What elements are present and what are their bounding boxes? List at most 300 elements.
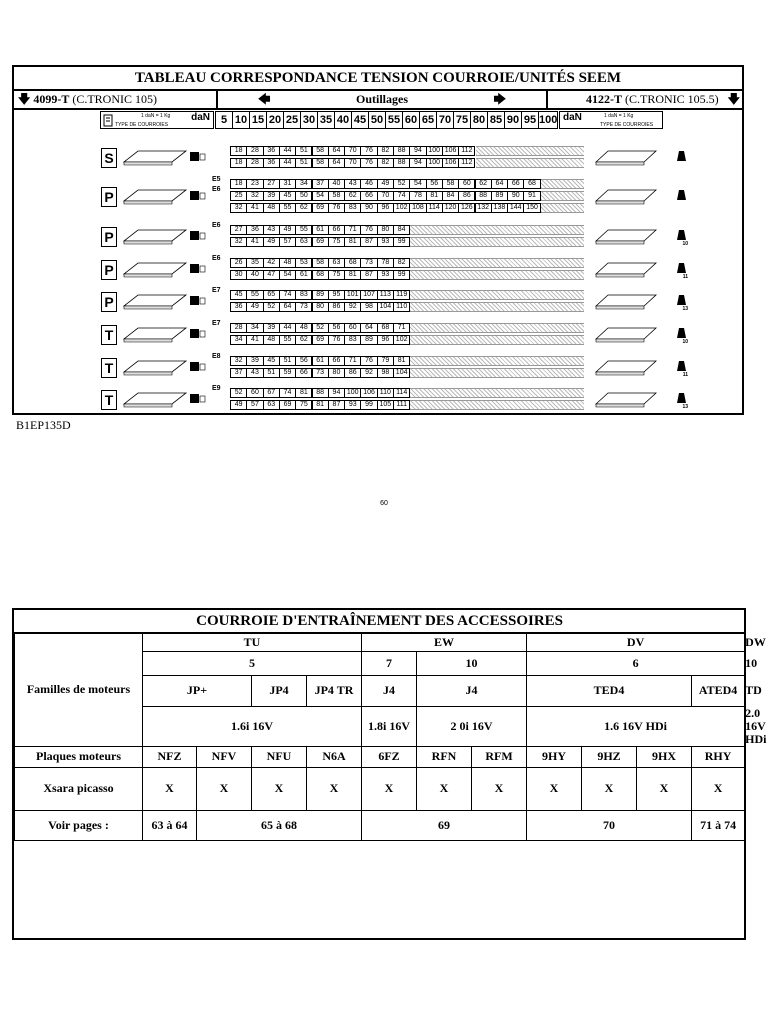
engine-version: 1.6i 16V: [143, 706, 362, 746]
tension-value: 114: [393, 388, 410, 398]
tension-value: 56: [295, 356, 312, 366]
belt-profile-icon: [116, 287, 208, 315]
tension-value: 71: [344, 356, 361, 366]
tension-value: 43: [246, 368, 263, 378]
engine-type: J4: [417, 675, 527, 706]
table-title: TABLEAU CORRESPONDANCE TENSION COURROIE/UNITÉS SEEM: [14, 67, 742, 91]
tension-value: 68: [344, 258, 361, 268]
tension-value: 68: [377, 323, 394, 333]
tension-value: 94: [328, 388, 345, 398]
page-reference: 63 à 64: [143, 810, 197, 840]
belt-profile-icon: [592, 287, 662, 315]
tension-value: 61: [312, 225, 329, 235]
tension-value: 83: [344, 335, 361, 345]
tension-value: 71: [344, 225, 361, 235]
engine-code: E7: [212, 320, 221, 327]
tension-value: 44: [279, 158, 296, 168]
engine-type: TED4: [527, 675, 692, 706]
belt-type-letter: P: [101, 187, 117, 207]
tension-value: 32: [230, 203, 247, 213]
tension-value: 88: [475, 191, 492, 201]
engine-plate: NFU: [252, 746, 307, 767]
belt-row: [14, 320, 742, 348]
tension-value: 58: [312, 146, 329, 156]
belt-row: [14, 353, 742, 381]
tension-value: 100: [426, 146, 443, 156]
tension-value: 43: [263, 225, 280, 235]
scale-value: 75: [453, 111, 471, 129]
scale-value: 55: [385, 111, 403, 129]
applicability-mark: X: [143, 767, 197, 810]
tension-value: 46: [360, 179, 377, 189]
tension-value: 47: [263, 270, 280, 280]
tension-value: 113: [377, 290, 394, 300]
engine-series: 7: [362, 651, 417, 675]
accessory-belt-table: [12, 608, 767, 940]
engine-version: 1.8i 16V: [362, 706, 417, 746]
tension-value: 93: [377, 237, 394, 247]
tension-value: 56: [426, 179, 443, 189]
tension-value: 81: [344, 237, 361, 247]
tension-value: 27: [230, 225, 247, 235]
tension-value: 99: [393, 237, 410, 247]
belt-type-letter: T: [101, 390, 117, 410]
belt-profile-icon: [592, 353, 662, 381]
tension-value: 95: [328, 290, 345, 300]
tension-value: 132: [475, 203, 492, 213]
tension-value: 102: [393, 335, 410, 345]
tension-value: 74: [279, 388, 296, 398]
tension-value: 73: [360, 258, 377, 268]
tension-value: 90: [507, 191, 524, 201]
tension-value: 66: [328, 225, 345, 235]
applicability-mark: X: [252, 767, 307, 810]
tension-value: 80: [328, 368, 345, 378]
tension-value: 62: [295, 335, 312, 345]
tension-value: 100: [426, 158, 443, 168]
tension-value: 62: [295, 203, 312, 213]
hatch-fill: [410, 368, 584, 378]
engine-series: 5: [143, 651, 362, 675]
unit-dan: daN: [563, 112, 582, 123]
tension-value: 110: [377, 388, 394, 398]
tension-value: 66: [360, 191, 377, 201]
tension-value: 57: [246, 400, 263, 410]
tension-value: 34: [230, 335, 247, 345]
tension-value: 79: [377, 356, 394, 366]
tension-value: 49: [279, 225, 296, 235]
scale-value: 40: [334, 111, 352, 129]
tension-value: 49: [377, 179, 394, 189]
tension-value: 70: [344, 146, 361, 156]
belt-section-number: 11: [682, 372, 688, 378]
belt-type-letter: P: [101, 292, 117, 312]
tension-value: 100: [344, 388, 361, 398]
tension-value: 59: [279, 368, 296, 378]
tension-value: 106: [442, 146, 459, 156]
tension-value: 87: [360, 270, 377, 280]
scale-value: 25: [283, 111, 301, 129]
tension-value: 90: [360, 203, 377, 213]
tension-scale-row: [14, 110, 742, 132]
scale-value: 20: [266, 111, 284, 129]
tension-value: 25: [230, 191, 247, 201]
belt-profile-icon: [116, 353, 208, 381]
tension-value: 34: [295, 179, 312, 189]
tension-value: 112: [458, 158, 475, 168]
tension-value: 49: [230, 400, 247, 410]
scale-value: 10: [232, 111, 250, 129]
belt-section-icon: [674, 176, 688, 216]
tension-value: 55: [246, 290, 263, 300]
tension-value: 84: [442, 191, 459, 201]
tension-value: 45: [230, 290, 247, 300]
tension-value: 30: [230, 270, 247, 280]
belt-profile-icon: [592, 255, 662, 283]
tension-value: 54: [312, 191, 329, 201]
tension-value: 64: [279, 302, 296, 312]
tension-value: 83: [295, 290, 312, 300]
tension-value: 45: [263, 356, 280, 366]
tension-value: 49: [263, 237, 280, 247]
applicability-mark: X: [582, 767, 637, 810]
scale-value: 15: [249, 111, 267, 129]
engine-type: J4: [362, 675, 417, 706]
applicability-mark: X: [472, 767, 527, 810]
reference-code: B1EP135D: [16, 418, 71, 432]
tension-value: 76: [360, 225, 377, 235]
belt-type-label-left: [100, 111, 214, 129]
versions-row: 1.6i 16V 1.8i 16V 2 0i 16V 1.6 16V HDi 2.0 16V HDi: [15, 706, 745, 746]
hatch-fill: [476, 158, 585, 168]
tension-value: 66: [507, 179, 524, 189]
tension-value: 68: [523, 179, 540, 189]
tension-value: 63: [328, 258, 345, 268]
tension-value: 110: [393, 302, 410, 312]
scale-value: 50: [368, 111, 386, 129]
tension-value: 57: [279, 237, 296, 247]
tension-value: 70: [377, 191, 394, 201]
belt-type-caption: TYPE DE COURROIES: [115, 122, 169, 128]
scale-value: 35: [317, 111, 335, 129]
belt-type-caption: TYPE DE COURROIES: [600, 122, 654, 128]
belt-tension-table: [12, 65, 744, 415]
tension-value: 62: [475, 179, 492, 189]
tension-value: 64: [360, 323, 377, 333]
scale-value: 100: [538, 111, 558, 129]
hatch-fill: [410, 270, 584, 280]
tension-value: 50: [295, 191, 312, 201]
engine-version: 2 0i 16V: [417, 706, 527, 746]
tension-value: 39: [246, 356, 263, 366]
belt-profile-icon: [592, 385, 662, 413]
tension-value: 35: [246, 258, 263, 268]
hatch-fill: [410, 388, 584, 398]
tension-value: 54: [409, 179, 426, 189]
tension-value: 78: [377, 258, 394, 268]
tension-value: 18: [230, 179, 247, 189]
tension-value: 26: [230, 258, 247, 268]
tension-value: 64: [328, 158, 345, 168]
arrow-down-icon: 🡇: [18, 92, 31, 106]
tension-value: 64: [328, 146, 345, 156]
tension-value: 82: [393, 258, 410, 268]
engine-plate: RFN: [417, 746, 472, 767]
tension-value: 106: [442, 158, 459, 168]
scale-value: 65: [419, 111, 437, 129]
tension-value: 84: [393, 225, 410, 235]
tension-value: 53: [295, 258, 312, 268]
belt-profile-icon: [592, 320, 662, 348]
tension-value: 82: [377, 146, 394, 156]
belt-section-number: 11: [682, 274, 688, 280]
tension-value: 55: [295, 225, 312, 235]
engine-plate: 9HX: [637, 746, 692, 767]
tension-value: 87: [360, 237, 377, 247]
tension-value: 48: [279, 258, 296, 268]
tension-value: 92: [360, 368, 377, 378]
tension-value: 69: [312, 335, 329, 345]
tension-value: 96: [377, 335, 394, 345]
page-reference: 70: [527, 810, 692, 840]
hatch-fill: [410, 302, 584, 312]
tensiometer-icon: [103, 114, 113, 127]
tension-value: 73: [295, 302, 312, 312]
tension-value: 76: [360, 158, 377, 168]
engine-code: E8: [212, 353, 221, 360]
tension-value: 98: [377, 368, 394, 378]
applicability-mark: X: [417, 767, 472, 810]
engine-code: E6: [212, 255, 221, 262]
plates-row: [15, 746, 745, 767]
tension-value: 23: [246, 179, 263, 189]
tool-left-code: 4099-T: [33, 92, 70, 106]
arrow-down-icon: 🡇: [727, 92, 740, 106]
tension-value: 40: [246, 270, 263, 280]
tension-value: 58: [328, 191, 345, 201]
tension-value: 49: [246, 302, 263, 312]
tension-value: 44: [279, 146, 296, 156]
tension-value: 88: [393, 158, 410, 168]
tension-value: 28: [246, 146, 263, 156]
engine-plate: NFV: [197, 746, 252, 767]
vehicle-label: Xsara picasso: [15, 767, 143, 810]
belt-section-number: 13: [682, 306, 688, 312]
tension-value: 88: [312, 388, 329, 398]
belt-profile-icon: [116, 385, 208, 413]
tension-value: 87: [328, 400, 345, 410]
tension-value: 75: [328, 237, 345, 247]
tension-value: 93: [377, 270, 394, 280]
tension-value: 60: [246, 388, 263, 398]
unit-note: 1 daN = 1 Kg: [604, 113, 634, 119]
belt-section-number: 10: [682, 339, 688, 345]
scale-value: 60: [402, 111, 420, 129]
tool-left-desc: (C.TRONIC 105): [72, 92, 158, 106]
tension-value: 51: [295, 158, 312, 168]
tension-value: 61: [295, 270, 312, 280]
tension-value: 119: [393, 290, 410, 300]
belt-row: [14, 222, 742, 250]
tool-left: [14, 91, 218, 108]
tension-value: 40: [328, 179, 345, 189]
engine-type: JP+: [143, 675, 252, 706]
families-row: Familles de moteurs TU EW DV DW: [15, 633, 745, 651]
tension-value: 52: [230, 388, 247, 398]
belt-section-number: 10: [682, 241, 688, 247]
tension-value: 89: [312, 290, 329, 300]
tension-value: 51: [279, 356, 296, 366]
tension-value: 32: [230, 356, 247, 366]
tools-label: Outillages: [355, 92, 408, 106]
belt-profile-icon: [116, 320, 208, 348]
tool-middle: [218, 91, 548, 108]
tension-value: 27: [263, 179, 280, 189]
tension-value: 44: [279, 323, 296, 333]
engine-series: 6: [527, 651, 745, 675]
tension-value: 58: [442, 179, 459, 189]
tension-value: 63: [263, 400, 280, 410]
scale-value: 70: [436, 111, 454, 129]
tension-value: 36: [263, 146, 280, 156]
vehicle-row: [15, 767, 745, 810]
tension-value: 114: [426, 203, 443, 213]
tension-value: 74: [393, 191, 410, 201]
page-reference: 71 à 74: [692, 810, 745, 840]
engine-plate: RHY: [692, 746, 745, 767]
families-label: Familles de moteurs: [15, 633, 143, 746]
scale-value: 90: [504, 111, 522, 129]
tension-value: 71: [393, 323, 410, 333]
hatch-fill: [541, 179, 584, 189]
tension-value: 78: [409, 191, 426, 201]
tool-right-desc: (C.TRONIC 105.5): [625, 92, 719, 106]
arrow-right-icon: 🡆: [493, 92, 506, 106]
tension-value: 32: [230, 237, 247, 247]
accessory-belt-grid: [14, 610, 767, 841]
belt-profile-icon: [116, 143, 208, 171]
hatch-fill: [476, 146, 585, 156]
engine-version: 1.6 16V HDi: [527, 706, 745, 746]
unit-note: 1 daN = 1 Kg: [141, 113, 171, 119]
tension-value: 41: [246, 237, 263, 247]
tension-value: 76: [360, 146, 377, 156]
hatch-fill: [410, 290, 584, 300]
tension-value: 76: [328, 335, 345, 345]
tension-value: 55: [279, 203, 296, 213]
applicability-mark: X: [307, 767, 362, 810]
arrow-left-icon: 🡄: [258, 92, 271, 106]
engine-plate: NFZ: [143, 746, 197, 767]
hatch-fill: [541, 203, 584, 213]
tension-value: 81: [344, 270, 361, 280]
tension-value: 86: [344, 368, 361, 378]
scale-value: 80: [470, 111, 488, 129]
tension-value: 64: [491, 179, 508, 189]
belt-type-letter: T: [101, 358, 117, 378]
tension-value: 48: [263, 203, 280, 213]
tension-value: 66: [328, 356, 345, 366]
tension-value: 82: [377, 158, 394, 168]
applicability-mark: X: [637, 767, 692, 810]
hatch-fill: [541, 191, 584, 201]
tension-value: 99: [360, 400, 377, 410]
belt-row: [14, 176, 742, 216]
unit-dan: daN: [191, 112, 210, 123]
engine-code: E5: [212, 176, 221, 183]
tension-value: 81: [312, 400, 329, 410]
tension-value: 18: [230, 146, 247, 156]
belt-profile-icon: [592, 143, 662, 171]
engine-code: E9: [212, 385, 221, 392]
tension-value: 150: [523, 203, 540, 213]
tension-value: 107: [360, 290, 377, 300]
tension-value: 58: [312, 258, 329, 268]
tension-value: 31: [279, 179, 296, 189]
tension-value: 81: [295, 388, 312, 398]
tension-value: 37: [312, 179, 329, 189]
belt-profile-icon: [116, 222, 208, 250]
tension-value: 52: [312, 323, 329, 333]
hatch-fill: [410, 356, 584, 366]
tension-value: 73: [312, 368, 329, 378]
engines-row: JP+ JP4 JP4 TR J4 J4 TED4 ATED4 TD: [15, 675, 745, 706]
scale-value: 45: [351, 111, 369, 129]
tension-value: 94: [409, 146, 426, 156]
engine-family: DV: [527, 633, 745, 651]
belt-profile-icon: [592, 176, 662, 216]
table-title: COURROIE D'ENTRAÎNEMENT DES ACCESSOIRES: [15, 610, 745, 633]
tension-value: 60: [458, 179, 475, 189]
tension-value: 68: [312, 270, 329, 280]
tension-value: 32: [246, 191, 263, 201]
tension-value: 36: [246, 225, 263, 235]
tension-value: 51: [263, 368, 280, 378]
applicability-mark: X: [197, 767, 252, 810]
hatch-fill: [410, 225, 584, 235]
tension-value: 52: [393, 179, 410, 189]
tension-value: 69: [312, 203, 329, 213]
scale-value: 95: [521, 111, 539, 129]
belt-type-letter: P: [101, 227, 117, 247]
tension-value: 92: [344, 302, 361, 312]
belt-section-icon: [674, 143, 688, 171]
tension-value: 80: [312, 302, 329, 312]
tension-value: 120: [442, 203, 459, 213]
tension-value: 111: [393, 400, 410, 410]
tools-row: [14, 91, 742, 110]
tension-value: 144: [507, 203, 524, 213]
page-number: 60: [380, 500, 388, 507]
tension-value: 99: [393, 270, 410, 280]
tension-value: 41: [246, 335, 263, 345]
belt-type-letter: P: [101, 260, 117, 280]
belt-row: [14, 385, 742, 413]
tension-value: 112: [458, 146, 475, 156]
tension-value: 36: [263, 158, 280, 168]
engine-type: ATED4: [692, 675, 745, 706]
tension-value: 69: [279, 400, 296, 410]
tension-value: 70: [344, 158, 361, 168]
tension-value: 98: [360, 302, 377, 312]
tension-value: 61: [312, 356, 329, 366]
engine-plate: N6A: [307, 746, 362, 767]
tension-value: 102: [393, 203, 410, 213]
tension-value: 89: [491, 191, 508, 201]
tension-value: 51: [295, 146, 312, 156]
tension-value: 93: [344, 400, 361, 410]
applicability-mark: X: [527, 767, 582, 810]
